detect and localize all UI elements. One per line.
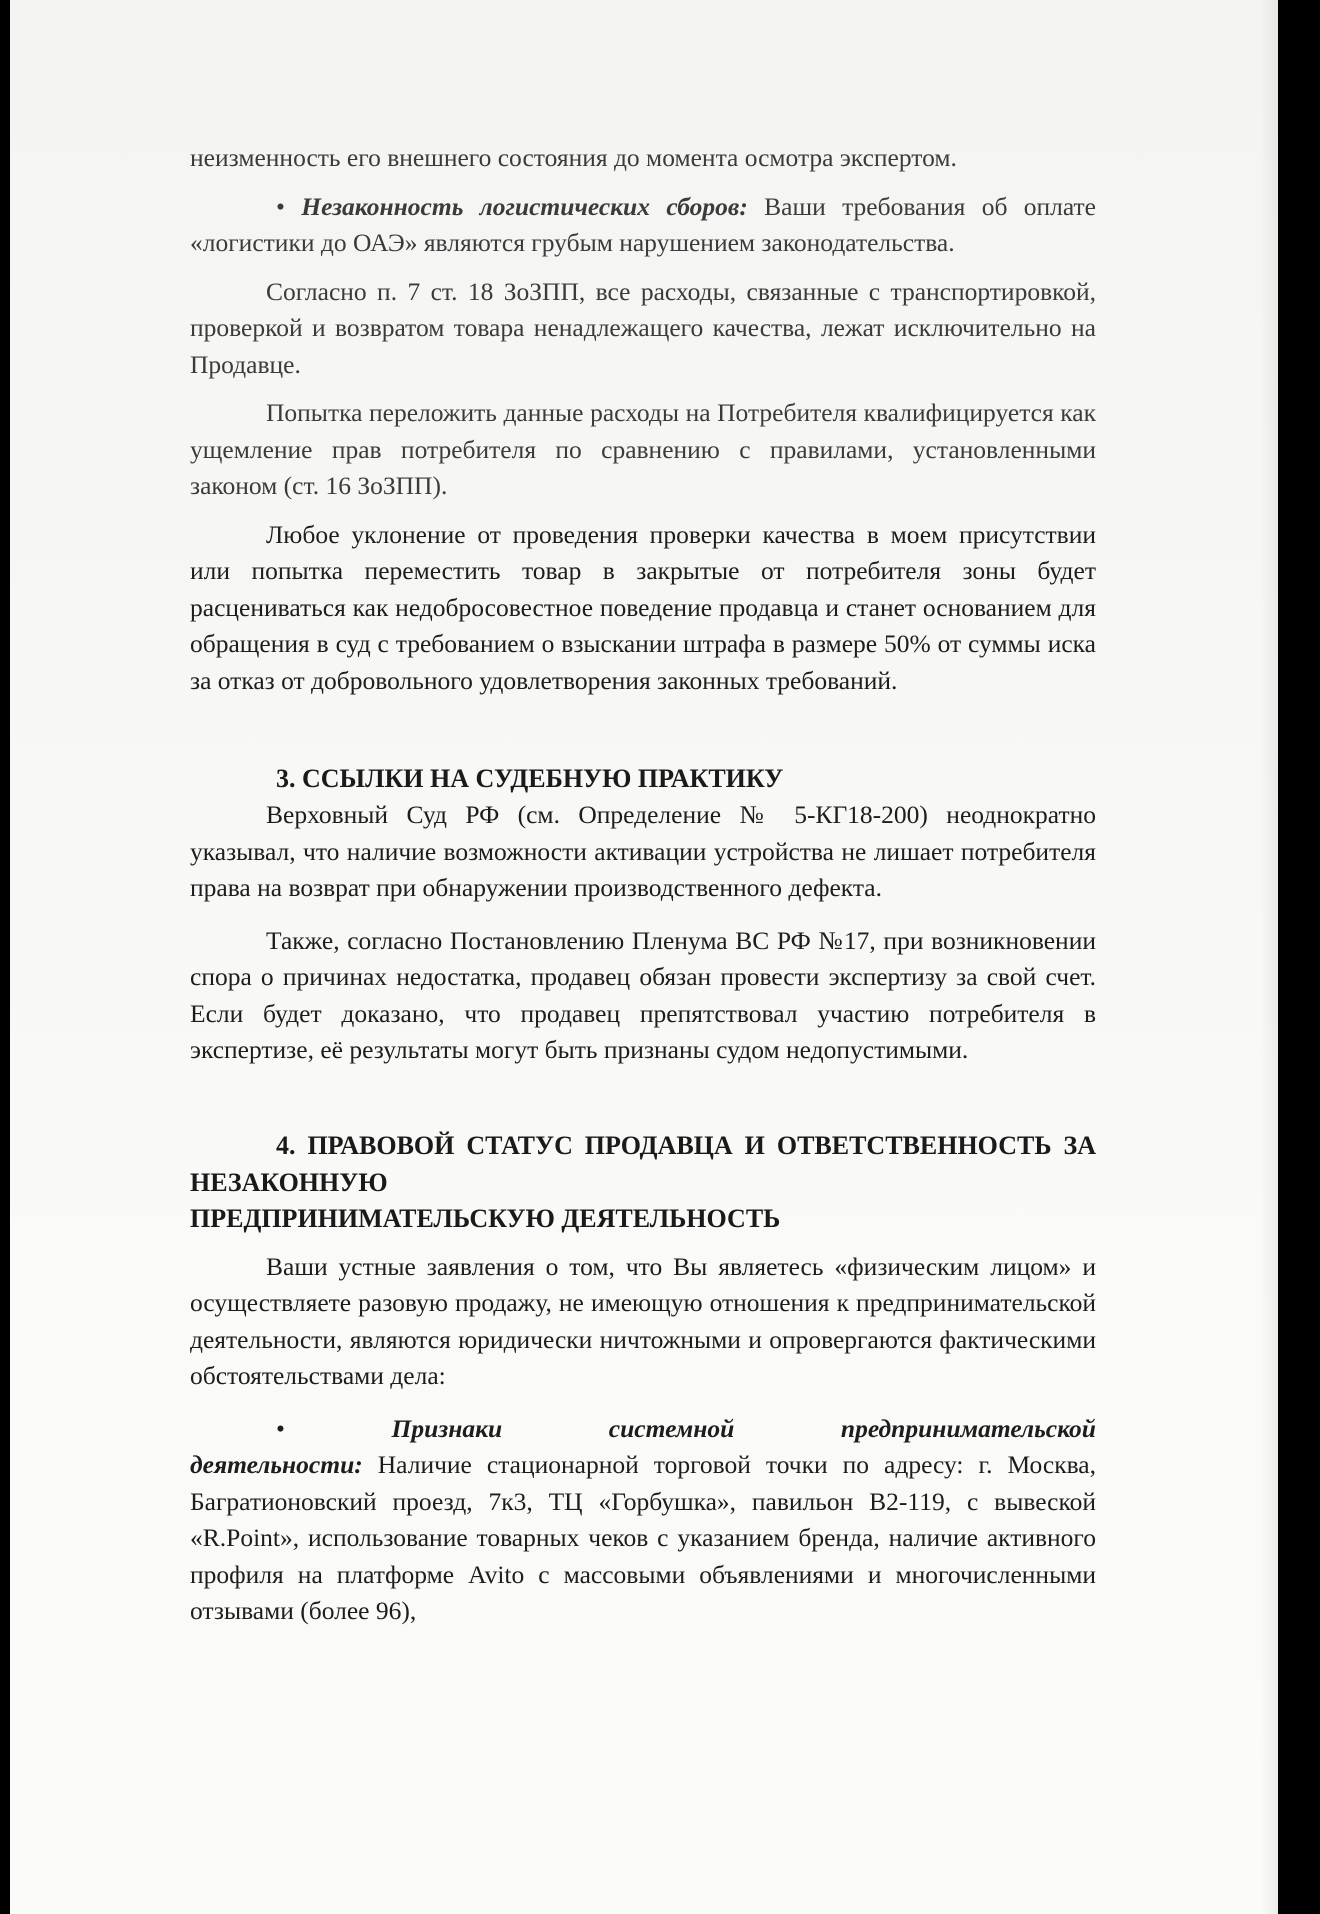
bullet-title-word-4: деятельности: [190, 1450, 363, 1479]
document-body [190, 140, 1096, 1630]
section-4-heading-line-3: ПРЕДПРИНИМАТЕЛЬСКУЮ ДЕЯТЕЛЬНОСТЬ [190, 1203, 781, 1233]
paragraph-evasion: Любое уклонение от проведения проверки качества в моем присутствии или попытка переместить товар в закрытые от потребителя зоны будет расцениваться как недобросовестное поведение продавца и станет основанием для обращения в суд с требованием о взыскании штрафа в размере 50% от суммы иска за отказ от добровольного удовлетворения законных требований. [190, 519, 1096, 695]
section-4-heading-line-2: ОТВЕТСТВЕННОСТЬ ЗА НЕЗАКОННУЮ [190, 1130, 1096, 1197]
bullet-logistics [190, 189, 1096, 262]
section-4-heading-line-1: 4. ПРАВОВОЙ СТАТУС ПРОДАВЦА И [276, 1130, 765, 1160]
document-page [10, 0, 1278, 1914]
bullet-title-word-1: Признаки [391, 1413, 503, 1443]
section-4-paragraph-1: Ваши устные заявления о том, что Вы являетесь «физическим лицом» и осуществляете разовую продажу, не имеющую отношения к предпринимательской деятельности, являются юридически ничтожными и опровергаются фактическими обстоятельствами дела: [190, 1251, 1096, 1390]
page-edge-shadow [1260, 0, 1278, 1914]
bullet-entrepreneurship [190, 1411, 1096, 1630]
bullet-marker: • [276, 191, 285, 221]
bullet-logistics-text: Ваши требования об оплате «логистики до ОАЭ» являются грубым нарушением законодательства. [190, 191, 1096, 257]
paragraph-intro: неизменность его внешнего состояния до момента осмотра экспертом. [190, 143, 957, 172]
section-3-paragraph-1: Верховный Суд РФ (см. Определение № 5-КГ18-200) неоднократно указывал, что наличие возможности активации устройства не лишает потребителя права на возврат при обнаружении производственного дефекта. [190, 800, 1096, 902]
bullet-entrepreneurship-body [190, 1447, 1096, 1630]
bullet-marker: • [276, 1413, 285, 1443]
bullet-title-word-2: системной [608, 1413, 735, 1443]
paragraph-zozpp-7-18: Согласно п. 7 ст. 18 ЗоЗПП, все расходы, связанные с транспортировкой, проверкой и возвратом товара ненадлежащего качества, лежат исключительно на Продавце. [190, 276, 1096, 379]
bullet-logistics-title: Незаконность логистических сборов: [301, 191, 748, 221]
section-4-heading [190, 1127, 1096, 1201]
bullet-title-word-3: предпринимательской [840, 1413, 1096, 1443]
bullet-entrepreneurship-first-line [190, 1411, 1096, 1448]
bullet-entrepreneurship-text: Наличие стационарной торговой точки по адресу: г. Москва, Багратионовский проезд, 7к3, ТЦ «Горбушка», павильон B2-119, с вывеской «R.Point», использование товарных чеков с указанием бренда, наличие активного профиля на платформе Avito с массовыми объявлениями и многочисленными отзывами (более 96), [190, 1450, 1096, 1625]
section-3-paragraph-2: Также, согласно Постановлению Пленума ВС РФ №17, при возникновении спора о причинах недостатка, продавец обязан провести экспертизу за свой счет. Если будет доказано, что продавец препятствовал участию потребителя в экспертизе, её результаты могут быть признаны судом недопустимыми. [190, 925, 1096, 1064]
section-3-heading: 3. ССЫЛКИ НА СУДЕБНУЮ ПРАКТИКУ [276, 764, 784, 793]
paragraph-attempt: Попытка переложить данные расходы на Потребителя квалифицируется как ущемление прав потребителя по сравнению с правилами, установленными законом (ст. 16 ЗоЗПП). [190, 398, 1096, 500]
